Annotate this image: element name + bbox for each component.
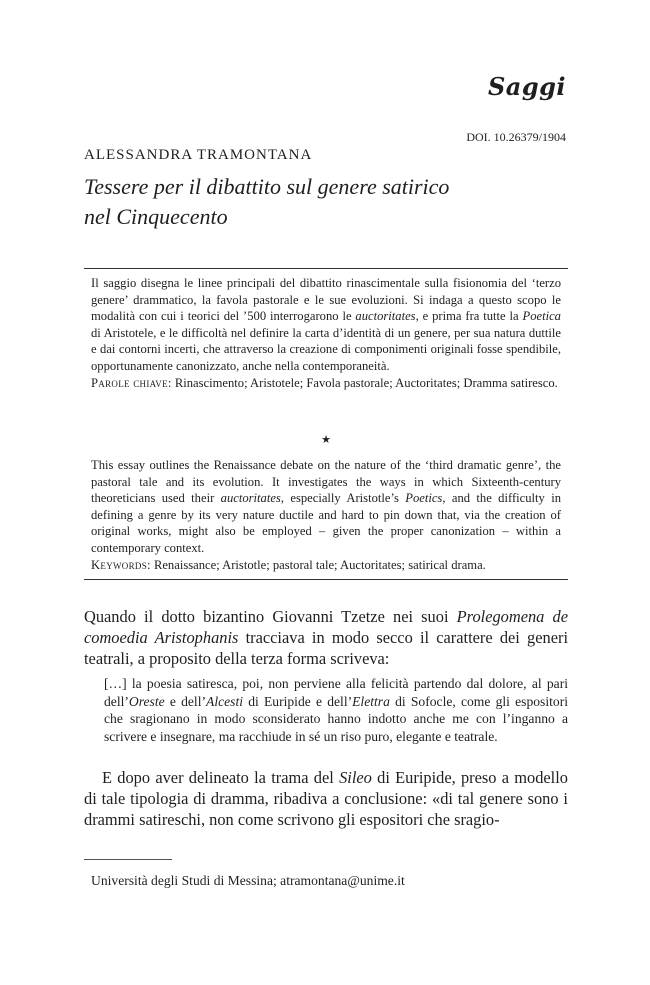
abstract-en-auctoritates: auctoritates	[220, 491, 281, 506]
body-paragraph-2	[84, 767, 568, 830]
block-quote	[104, 675, 568, 745]
abstract-top-rule	[84, 268, 568, 269]
abstract-en-text-2: , especially Aristotle’s	[280, 491, 406, 506]
body-p2-text-a: E dopo aver delineato la trama del	[102, 768, 340, 787]
title-line-1: Tessere per il dibattito sul genere satirico	[84, 174, 450, 199]
body-paragraph-1	[84, 606, 568, 669]
body-p1-text-a: Quando il dotto bizantino Giovanni Tzetze nei suoi	[84, 607, 457, 626]
abstract-english	[91, 457, 561, 573]
quote-alcesti: Alcesti	[206, 693, 244, 709]
abstract-it-auctoritates: auctoritates	[355, 309, 416, 324]
quote-text-b: e dell’	[164, 693, 207, 709]
abstract-it-text-3: di Aristotele, e le difficoltà nel definire la carta d’identità di un genere, per sua natura duttile e dai contorni incerti, che attraverso la creazione di componimenti originali fosse spendibile, opportunamente canonizzato, anche nella contemporaneità.	[91, 325, 561, 373]
body-p2-text-b: di Euripide, preso a modello di tale tipologia di dramma, ribadiva a conclusione: «di tal genere sono i drammi satireschi, non come scrivono gli espositori che sragio-	[84, 768, 568, 829]
keywords-label-en: Keywords:	[91, 557, 151, 572]
author-name: ALESSANDRA TRAMONTANA	[84, 147, 313, 163]
doi-text[interactable]: DOI. 10.26379/1904	[466, 130, 566, 144]
quote-text-d: di Sofocle, come gli espositori che sragionano in modo sconsiderato hanno indotto anche me con l’inganno a scrivere e insegnare, ma racchiude in sé un riso puro, elegante e teatrale.	[104, 693, 569, 744]
abstract-it-text-2: , e prima fra tutte la	[415, 309, 523, 324]
abstract-it-text-1: Il saggio disegna le linee principali del dibattito rinascimentale sulla fisionomia del ‘terzo genere’ drammatico, la favola pastorale e le sue evoluzioni. Si indaga a questo scopo le modalità con cui i teorici del ’500 interrogarono le	[91, 276, 561, 324]
keywords-it: Rinascimento; Aristotele; Favola pastorale; Auctoritates; Dramma satiresco.	[171, 375, 558, 390]
keywords-label-it: Parole chiave:	[91, 375, 172, 390]
abstract-italian	[91, 275, 561, 391]
body-p1-text-b: tracciava in modo secco il carattere dei generi teatrali, a proposito della terza forma scriveva:	[84, 628, 568, 668]
abstract-it-poetica: Poetica	[522, 309, 561, 324]
abstract-separator-star: ★	[321, 433, 331, 446]
quote-text-c: di Euripide e dell’	[243, 693, 353, 709]
abstract-bottom-rule	[84, 579, 568, 580]
quote-text-a: […] la poesia satiresca, poi, non perviene alla felicità partendo dal dolore, al pari dell’	[104, 676, 568, 709]
footnote-affiliation: Università degli Studi di Messina; atramontana@unime.it	[91, 873, 405, 888]
section-label: Saggi	[487, 72, 566, 101]
title-line-2: nel Cinquecento	[84, 204, 228, 229]
abstract-en-text-3: , and the difficulty in defining a genre by its very nature ductile and hard to pin down that, via the creation of original works, might also be employed – given the proper canonization – within a contemporary context.	[91, 491, 561, 555]
quote-oreste: Oreste	[128, 693, 165, 709]
body-p1-work-title: Prolegomena de comoedia Aristophanis	[84, 607, 568, 647]
abstract-en-text-1: This essay outlines the Renaissance debate on the nature of the ‘third dramatic genre’, the pastoral tale and its evolution. It investigates the ways in which Sixteenth-century theoreticians used their	[91, 458, 561, 506]
quote-elettra: Elettra	[352, 693, 390, 709]
keywords-en: Renaissance; Aristotle; pastoral tale; Auctoritates; satirical drama.	[150, 557, 486, 572]
article-title	[84, 172, 584, 232]
abstract-en-poetics: Poetics	[405, 491, 443, 506]
footnote-rule	[84, 859, 172, 860]
body-p2-sileo: Sileo	[339, 768, 372, 787]
